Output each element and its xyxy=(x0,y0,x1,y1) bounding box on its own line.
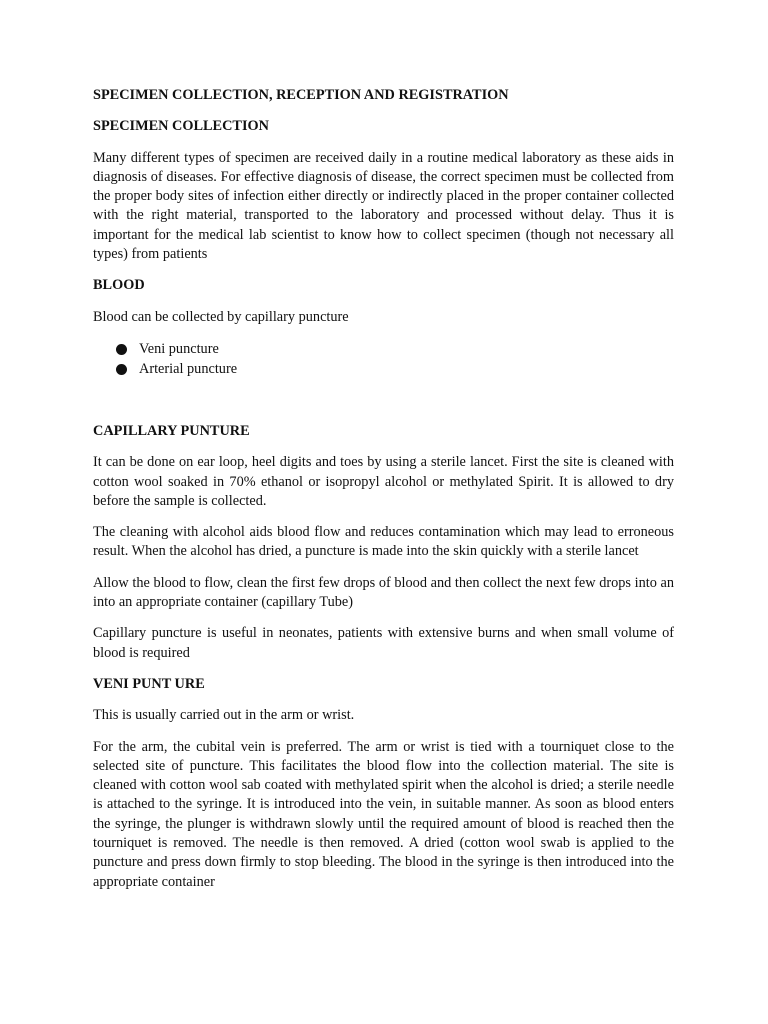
document-page xyxy=(93,86,674,904)
list-item-label: Arterial puncture xyxy=(139,360,238,377)
capillary-paragraph-3: Allow the blood to flow, clean the first few drops of blood and then collect the next few drops into an into an appropriate container (capillary Tube) xyxy=(93,574,674,611)
capillary-paragraph-4: Capillary puncture is useful in neonates, patients with extensive burns and when small volume of blood is required xyxy=(93,625,674,661)
capillary-paragraph-1: It can be done on ear loop, heel digits and toes by using a sterile lancet. First the site is cleaned with cotton wool soaked in 70% ethanol or isopropyl alcohol or methylated Spirit. It is allowed to dry before the sample is collected. xyxy=(93,454,674,509)
list-item xyxy=(115,359,674,379)
specimen-collection-paragraph: Many different types of specimen are received daily in a routine medical laboratory as these aids in diagnosis of diseases. For effective diagnosis of disease, the correct specimen must be collected from the proper body sites of infection either directly or indirectly placed in the proper container collected with the right material, transported to the laboratory and processed without delay. Thus it is important for the medical lab scientist to know how to collect specimen (though not necessary all types) from patients xyxy=(93,149,674,263)
capillary-puncture-heading: CAPILLARY PUNTURE xyxy=(93,422,250,439)
veni-paragraph-2: For the arm, the cubital vein is preferred. The arm or wrist is tied with a tourniquet close to the selected site of puncture. This facilitates the blood flow into the collection material. The site is cleaned with cotton wool sab coated with methylated spirit when the alcohol is dried; a sterile needle is attached to the syringe. It is introduced into the vein, in suitable manner. As soon as blood enters the syringe, the plunger is withdrawn slowly until the required amount of blood is reached then the tourniquet is removed. The needle is then removed. A dried (cotton wool swab is applied to the puncture and press down firmly to stop bleeding. The blood in the syringe is then introduced into the appropriate container xyxy=(93,738,674,890)
list-item-label: Veni puncture xyxy=(139,340,219,357)
blood-method-list xyxy=(93,339,674,379)
bullet-icon xyxy=(116,364,127,375)
bullet-icon xyxy=(116,344,127,355)
veni-paragraph-1: This is usually carried out in the arm or wrist. xyxy=(93,707,355,724)
blood-heading: BLOOD xyxy=(93,277,145,294)
document-title: SPECIMEN COLLECTION, RECEPTION AND REGISTRATION xyxy=(93,87,509,103)
veni-puncture-heading: VENI PUNT URE xyxy=(93,675,205,692)
section-spacer xyxy=(93,391,674,422)
list-item xyxy=(115,339,674,359)
blood-intro: Blood can be collected by capillary puncture xyxy=(93,308,349,325)
specimen-collection-heading: SPECIMEN COLLECTION xyxy=(93,118,269,135)
capillary-paragraph-2: The cleaning with alcohol aids blood flow and reduces contamination which may lead to erroneous result. When the alcohol has dried, a puncture is made into the skin quickly with a sterile lancet xyxy=(93,524,674,560)
